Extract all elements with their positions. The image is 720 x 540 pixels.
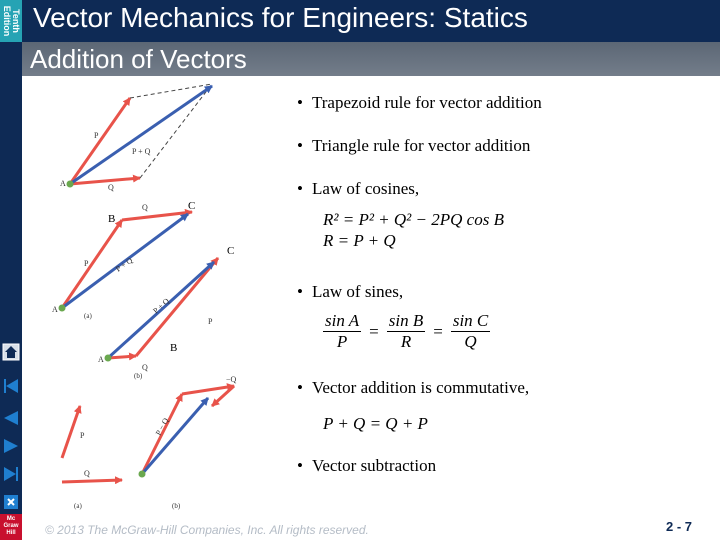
- point-label-b-upper: B: [108, 213, 116, 225]
- previous-page-icon: [2, 409, 20, 427]
- label-q-b: Q: [142, 363, 148, 372]
- slide-subtitle: Addition of Vectors: [30, 44, 247, 74]
- caption-a-bottom: (a): [74, 502, 82, 510]
- parallelogram-diagram: [60, 84, 212, 192]
- vector-figure: [22, 76, 302, 516]
- sines-b-denominator: R: [400, 332, 412, 351]
- law-of-sines-equation: [323, 311, 490, 352]
- point-label-c-upper: C: [188, 200, 196, 212]
- sines-c-numerator: sin C: [452, 311, 489, 330]
- home-button[interactable]: [1, 342, 21, 362]
- left-sidebar: [0, 0, 22, 540]
- sines-fraction-a: [323, 311, 361, 352]
- page-number: 2 - 7: [665, 519, 692, 534]
- bullet-trapezoid-rule: • Trapezoid rule for vector addition: [297, 93, 542, 113]
- exit-icon: [2, 493, 20, 511]
- last-page-button[interactable]: [1, 464, 21, 484]
- bullet-vector-subtraction: • Vector subtraction: [297, 456, 436, 476]
- label-p-plus-q-b: P + Q: [151, 296, 172, 316]
- copyright-footer: © 2013 The McGraw-Hill Companies, Inc. All rights reserved.: [45, 523, 369, 537]
- point-label-c-lower: C: [227, 245, 235, 257]
- previous-page-button[interactable]: [1, 408, 21, 428]
- label-q-a: Q: [142, 203, 148, 212]
- equals-sign: =: [433, 321, 443, 341]
- subtraction-diagram: [62, 375, 237, 510]
- caption-b-bottom: (b): [172, 502, 181, 510]
- logo-line2: Graw: [3, 523, 19, 529]
- label-a: A: [60, 179, 66, 188]
- cosines-line-1: R² = P² + Q² − 2PQ cos B: [323, 210, 504, 229]
- caption-b-top: (b): [134, 372, 143, 380]
- label-p-sub: P: [80, 431, 85, 440]
- logo-line3: Hill: [6, 530, 16, 536]
- cosines-line-2: R = P + Q: [323, 231, 396, 250]
- edition-badge: [0, 0, 22, 42]
- mcgraw-hill-logo: [0, 514, 22, 540]
- triangle-diagram-b: [98, 255, 218, 380]
- label-p: P: [94, 131, 99, 140]
- last-page-icon: [2, 465, 20, 483]
- exit-button[interactable]: [1, 492, 21, 512]
- label-q: Q: [108, 183, 114, 192]
- label-q-sub: Q: [84, 469, 90, 478]
- sines-c-denominator: Q: [464, 332, 477, 351]
- sines-fraction-b: [387, 311, 425, 352]
- sines-a-numerator: sin A: [325, 311, 360, 330]
- next-page-icon: [2, 437, 20, 455]
- label-a-b: A: [98, 355, 104, 364]
- law-of-cosines-equation: [323, 210, 504, 251]
- logo-line1: Mc: [6, 516, 16, 522]
- label-p-b: P: [208, 317, 213, 326]
- label-p-plus-q: P + Q: [132, 147, 151, 156]
- sines-b-numerator: sin B: [388, 311, 424, 330]
- label-p-a: P: [84, 259, 89, 268]
- bullet-commutative: • Vector addition is commutative,: [297, 378, 529, 398]
- label-minus-q: −Q: [226, 375, 237, 384]
- first-page-icon: [2, 377, 20, 395]
- bullet-triangle-rule: • Triangle rule for vector addition: [297, 136, 530, 156]
- label-a-a: A: [52, 305, 58, 314]
- label-p-minus-q: P − Q: [153, 416, 171, 437]
- label-p-plus-q-a: P + Q: [113, 255, 135, 274]
- edition-line2: Edition: [2, 5, 12, 37]
- point-label-b-lower: B: [170, 342, 178, 354]
- sines-fraction-c: [451, 311, 490, 352]
- bullet-law-of-cosines: • Law of cosines,: [297, 179, 419, 199]
- next-page-button[interactable]: [1, 436, 21, 456]
- bullet-law-of-sines: • Law of sines,: [297, 282, 403, 302]
- page-title: Vector Mechanics for Engineers: Statics: [33, 2, 528, 33]
- caption-a-top: (a): [84, 312, 92, 320]
- equals-sign: =: [369, 321, 379, 341]
- commutative-equation: P + Q = Q + P: [323, 414, 428, 433]
- home-icon: [2, 343, 20, 361]
- first-page-button[interactable]: [1, 376, 21, 396]
- edition-line1: Tenth: [11, 9, 21, 33]
- sines-a-denominator: P: [336, 332, 348, 351]
